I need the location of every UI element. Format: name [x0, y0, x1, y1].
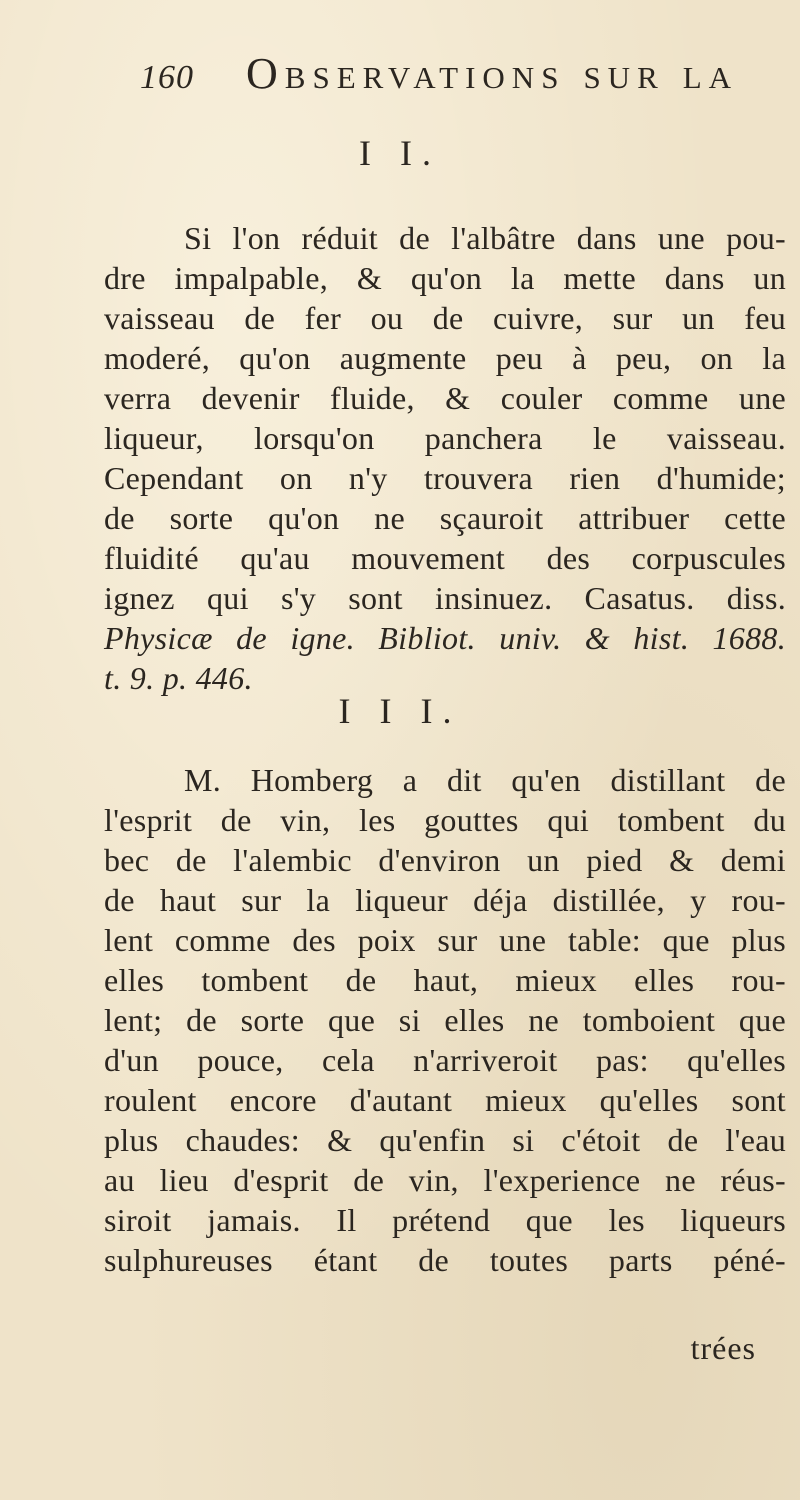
text-line: vaisseau de fer ou de cuivre, sur un feu: [104, 300, 786, 336]
citation-line: t. 9. p. 446.: [104, 660, 253, 696]
text-line: de haut sur la liqueur déja distillée, y rou-: [104, 882, 786, 918]
text-line: M. Homberg a dit qu'en distillant de: [184, 762, 786, 798]
text-line: roulent encore d'autant mieux qu'elles sont: [104, 1082, 786, 1118]
text-line: liqueur, lorsqu'on panchera le vaisseau.: [104, 420, 786, 456]
text-line: ignez qui s'y sont insinuez. Casatus. diss.: [104, 580, 786, 616]
text-line: moderé, qu'on augmente peu à peu, on la: [104, 340, 786, 376]
section-heading-3: I I I.: [338, 691, 462, 731]
text-line: verra devenir fluide, & couler comme une: [104, 380, 786, 416]
text-line: fluidité qu'au mouvement des corpuscules: [104, 540, 786, 576]
text-line: Si l'on réduit de l'albâtre dans une pou-: [184, 220, 786, 256]
text-line: d'un pouce, cela n'arriveroit pas: qu'elles: [104, 1042, 786, 1078]
citation-line: Physicæ de igne. Bibliot. univ. & hist. 1688.: [104, 620, 786, 656]
paragraph-section-2: [104, 218, 786, 698]
page-number: 160: [140, 59, 194, 96]
text-line: siroit jamais. Il prétend que les liqueurs: [104, 1202, 786, 1238]
text-line: dre impalpable, & qu'on la mette dans un: [104, 260, 786, 296]
text-line: au lieu d'esprit de vin, l'experience ne réus-: [104, 1162, 786, 1198]
page-header: [140, 48, 760, 108]
text-line: lent; de sorte que si elles ne tomboient que: [104, 1002, 786, 1038]
section-heading-2: I I.: [359, 133, 441, 173]
text-line: sulphureuses étant de toutes parts péné-: [104, 1242, 786, 1278]
text-line: plus chaudes: & qu'enfin si c'étoit de l'eau: [104, 1122, 786, 1158]
paragraph-section-3: [104, 760, 786, 1280]
text-line: bec de l'alembic d'environ un pied & demi: [104, 842, 786, 878]
text-line: lent comme des poix sur une table: que plus: [104, 922, 786, 958]
text-line: elles tombent de haut, mieux elles rou-: [104, 962, 786, 998]
text-line: de sorte qu'on ne sçauroit attribuer cette: [104, 500, 786, 536]
text-line: l'esprit de vin, les gouttes qui tombent du: [104, 802, 786, 838]
running-title: Observations sur la: [246, 49, 739, 98]
catchword: trées: [690, 1330, 756, 1366]
text-line: Cependant on n'y trouvera rien d'humide;: [104, 460, 786, 496]
